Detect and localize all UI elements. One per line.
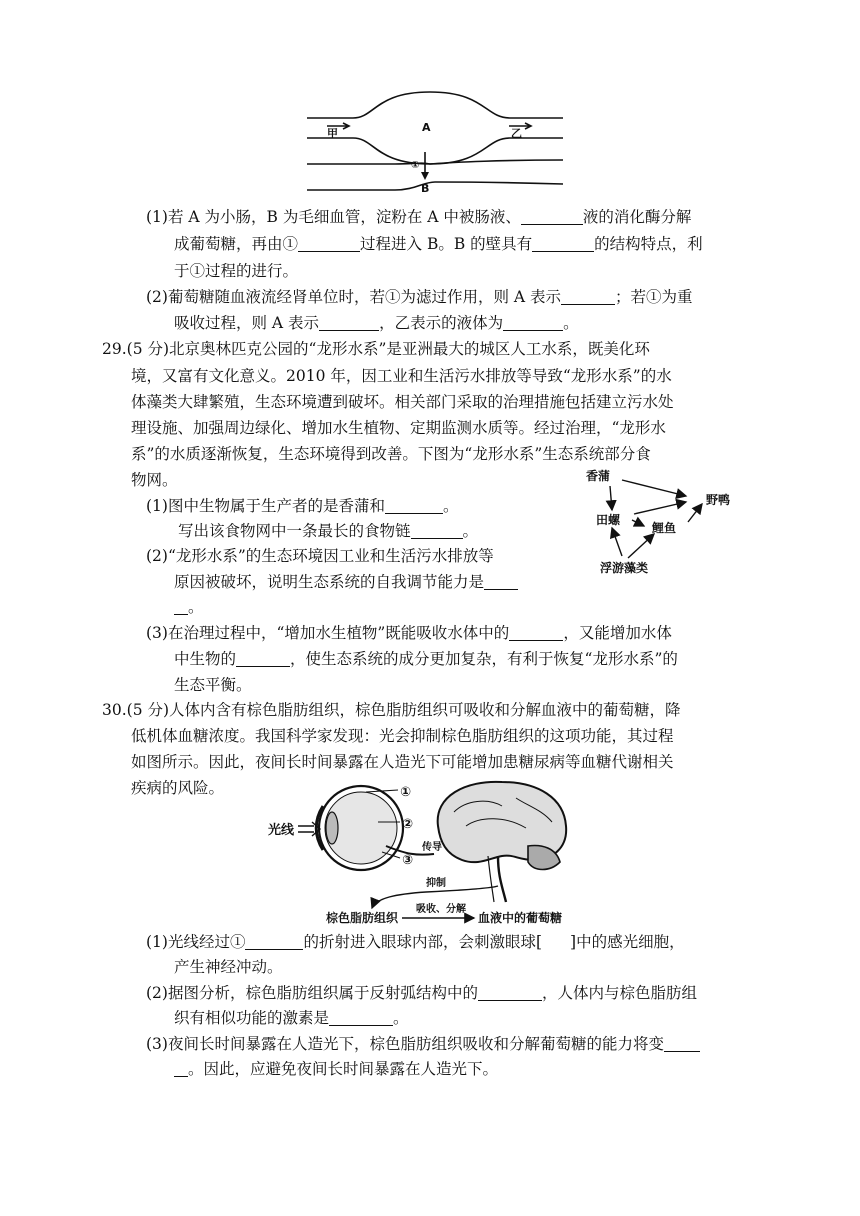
food-web-diagram	[570, 462, 770, 582]
q28-2-line1: (2)葡萄糖随血液流经肾单位时，若①为滤过作用，则 A 表示 ；若①为重	[146, 288, 693, 306]
answer-blank[interactable]	[521, 208, 583, 225]
label-1: ①	[411, 160, 420, 171]
q29-1-line2: 写出该食物网中一条最长的食物链 。	[178, 522, 479, 540]
q28-1-line2: 成葡萄糖，再由① 过程进入 B。B 的壁具有 的结构特点，利	[174, 235, 703, 253]
q28-2-line2: 吸收过程，则 A 表示 ，乙表示的液体为 。	[174, 314, 579, 332]
node-xiangpu: 香蒲	[586, 469, 611, 483]
answer-blank[interactable]	[532, 235, 594, 252]
q29-3-line1: (3)在治理过程中，“增加水生植物”既能吸收水体中的 ，又能增加水体	[146, 624, 672, 642]
answer-blank[interactable]	[385, 497, 443, 514]
q28-1-line1: (1)若 A 为小肠，B 为毛细血管，淀粉在 A 中被肠液、 液的消化酶分解	[146, 208, 692, 226]
q28-1-line3: 于①过程的进行。	[174, 262, 299, 280]
answer-blank[interactable]	[664, 1035, 700, 1052]
answer-blank[interactable]	[329, 1009, 393, 1026]
q30-stem-1: 30.(5 分)人体内含有棕色脂肪组织，棕色脂肪组织可吸收和分解血液中的葡萄糖，降	[102, 701, 681, 719]
q29-1-line1: (1)图中生物属于生产者的是香蒲和 。	[146, 497, 459, 515]
node-liyu: 鲤鱼	[652, 521, 677, 535]
q30-stem-4: 疾病的风险。	[131, 779, 225, 797]
label-light: 光线	[268, 823, 295, 838]
label-n3: ③	[402, 853, 414, 868]
q29-2-line3: 。	[174, 596, 204, 618]
q30-3-line2: 。因此，应避免夜间长时间暴露在人造光下。	[174, 1058, 498, 1080]
q30-2-line2: 织有相似功能的激素是 。	[174, 1009, 409, 1027]
answer-blank[interactable]	[503, 314, 563, 331]
node-zao: 浮游藻类	[600, 561, 649, 575]
node-tianluo: 田螺	[596, 513, 621, 527]
node-yeya: 野鸭	[706, 493, 731, 507]
q29-stem-1: 29.(5 分)北京奥林匹克公园的“龙形水系”是亚洲最大的城区人工水系，既美化环	[102, 340, 650, 358]
answer-blank[interactable]	[319, 314, 379, 331]
q30-1-line1: (1)光线经过① 的折射进入眼球内部，会刺激眼球[ ]中的感光细胞，	[146, 933, 685, 951]
q30-stem-3: 如图所示。因此，夜间长时间暴露在人造光下可能增加患糖尿病等血糖代谢相关	[131, 753, 674, 771]
q29-stem-4: 理设施、加强周边绿化、增加水生植物、定期监测水质等。经过治理，“龙形水	[131, 419, 666, 437]
q30-1-line2: 产生神经冲动。	[174, 958, 283, 976]
q30-3-line1: (3)夜间长时间暴露在人造光下，棕色脂肪组织吸收和分解葡萄糖的能力将变	[146, 1033, 700, 1055]
q30-2-line1: (2)据图分析，棕色脂肪组织属于反射弧结构中的 ，人体内与棕色脂肪组	[146, 984, 697, 1002]
q29-2-line2: 原因被破坏，说明生态系统的自我调节能力是	[174, 571, 518, 593]
q29-3-line2: 中生物的 ，使生态系统的成分更加复杂，有利于恢复“龙形水系”的	[174, 650, 678, 668]
label-n2: ②	[402, 817, 414, 832]
q29-3-line3: 生态平衡。	[174, 676, 252, 694]
answer-blank[interactable]	[174, 598, 188, 615]
q29-stem-3: 体藻类大肆繁殖，生态环境遭到破坏。相关部门采取的治理措施包括建立污水处	[131, 393, 674, 411]
label-jia: 甲	[327, 127, 338, 140]
q29-2-line1: (2)“龙形水系”的生态环境因工业和生活污水排放等	[146, 547, 494, 565]
label-a: A	[422, 121, 431, 134]
q30-stem-2: 低机体血糖浓度。我国科学家发现：光会抑制棕色脂肪组织的这项功能，其过程	[131, 727, 674, 745]
answer-blank[interactable]	[484, 573, 518, 590]
label-n1: ①	[400, 785, 412, 800]
answer-blank[interactable]	[236, 650, 290, 667]
label-b: B	[421, 182, 430, 195]
q29-stem-6: 物网。	[131, 471, 178, 489]
eye-brain-diagram	[266, 776, 596, 926]
label-zongse: 棕色脂肪组织	[326, 911, 399, 925]
intestine-capillary-diagram	[305, 88, 565, 198]
answer-blank[interactable]	[411, 522, 463, 539]
label-xishou: 吸收、分解	[416, 904, 466, 915]
label-yi: 乙	[511, 127, 522, 140]
answer-blank[interactable]	[174, 1060, 188, 1077]
answer-blank[interactable]	[561, 288, 615, 305]
q29-stem-5: 系”的水质逐渐恢复，生态环境得到改善。下图为“龙形水系”生态系统部分食	[131, 445, 651, 463]
answer-blank[interactable]	[245, 933, 303, 950]
answer-blank[interactable]	[478, 984, 542, 1001]
answer-blank[interactable]	[298, 235, 360, 252]
answer-blank[interactable]	[509, 624, 563, 641]
label-yizhi: 抑制	[426, 878, 446, 889]
q29-stem-2: 境，又富有文化意义。2010 年，因工业和生活污水排放等导致“龙形水系”的水	[131, 367, 672, 385]
label-xueye: 血液中的葡萄糖	[478, 911, 563, 925]
label-chuandao: 传导	[422, 842, 442, 853]
